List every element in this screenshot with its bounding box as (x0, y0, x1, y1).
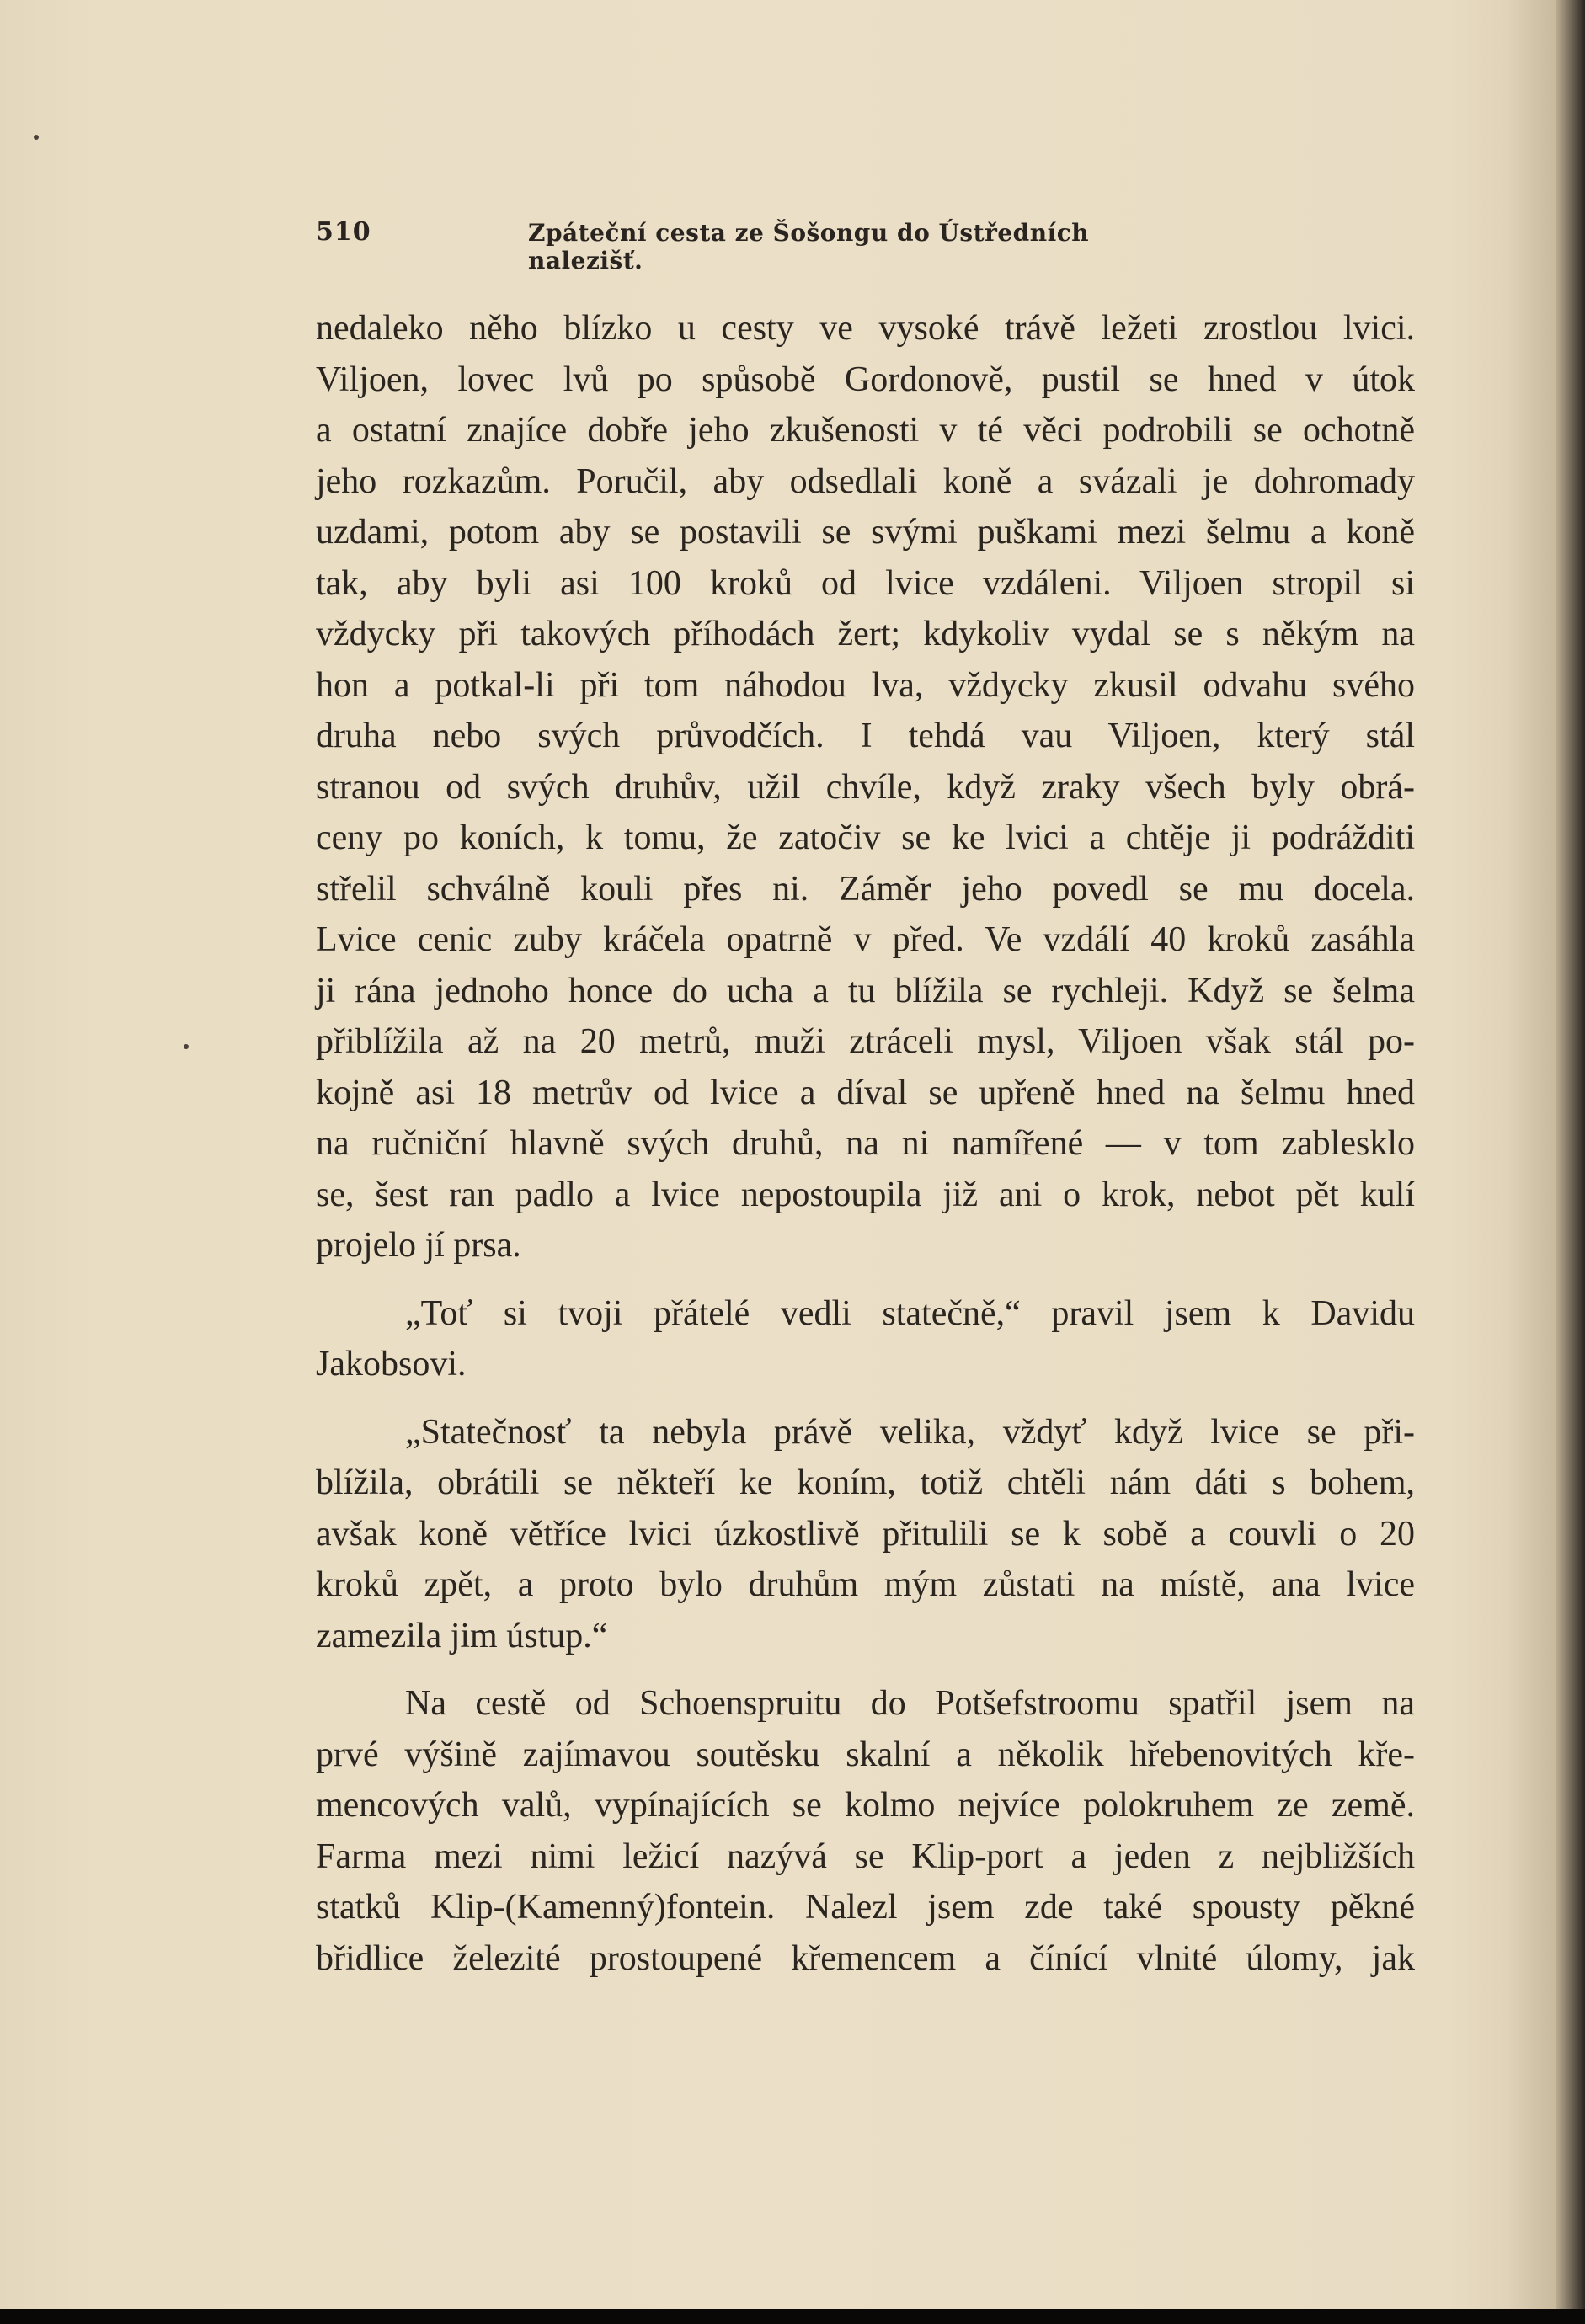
text-line: „Statečnosť ta nebyla právě velika, vždyť když lvice se při- (405, 1412, 1415, 1452)
text-line: přiblížila až na 20 metrů, muži ztráceli mysl, Viljoen však stál po- (316, 1022, 1415, 1061)
text-line: a ostatní znajíce dobře jeho zkušenosti v té věci podrobili se ochotně (316, 411, 1415, 450)
text-line: avšak koně větříce lvici úzkostlivě přitulili se k sobě a couvli o 20 (316, 1514, 1415, 1554)
text-line: Farma mezi nimi ležicí nazývá se Klip-port a jeden z nejbližších (316, 1836, 1415, 1876)
paragraph-3 (316, 1407, 1415, 1662)
text-line: stranou od svých druhův, užil chvíle, když zraky všech byly obrá- (316, 767, 1415, 807)
text-line: jeho rozkazům. Poručil, aby odsedlali koně a svázali je dohromady (316, 461, 1415, 501)
margin-speck (34, 135, 39, 140)
text-line: druha nebo svých průvodčích. I tehdá vau Viljoen, který stál (316, 717, 1415, 755)
text-line: uzdami, potom aby se postavili se svými puškami mezi šelmu a koně (316, 513, 1415, 552)
paragraph-4 (316, 1678, 1415, 1984)
text-line: hon a potkal-li při tom náhodou lva, vždycky zkusil odvahu svého (316, 665, 1415, 705)
text-line: břidlice železité prostoupené křemencem a čínící vlnité úlomy, jak (316, 1938, 1415, 1978)
text-line: blížila, obrátili se někteří ke koním, totiž chtěli nám dáti s bohem, (316, 1463, 1415, 1502)
text-line: Jakobsovi. (316, 1345, 467, 1383)
text-line: vždycky při takových příhodách žert; kdykoliv vydal se s někým na (316, 615, 1415, 653)
paragraph-1 (316, 303, 1415, 1271)
text-line: ji rána jednoho honce do ucha a tu blížila se rychleji. Když se šelma (316, 971, 1415, 1010)
text-line: prvé výšině zajímavou soutěsku skalní a několik hřebenovitých kře- (316, 1735, 1415, 1774)
text-line: Viljoen, lovec lvů po spůsobě Gordonově, pustil se hned v útok (316, 360, 1415, 399)
text-line: zamezila jim ústup.“ (316, 1616, 608, 1655)
text-line: Na cestě od Schoenspruitu do Potšefstroomu spatřil jsem na (405, 1684, 1415, 1723)
text-line: ceny po koních, k tomu, že zatočiv se ke lvici a chtěje ji podrážditi (316, 818, 1415, 857)
text-line: střelil schválně kouli přes ni. Záměr jeho povedl se mu docela. (316, 869, 1415, 909)
text-line: nedaleko něho blízko u cesty ve vysoké trávě ležeti zrostlou lvici. (316, 309, 1415, 348)
running-head-title: Zpáteční cesta ze Šošongu do Ústředních nalezišť. (528, 219, 1090, 275)
paragraph-2 (316, 1288, 1415, 1390)
text-line: Lvice cenic zuby kráčela opatrně v před. Ve vzdálí 40 kroků zasáhla (316, 920, 1415, 959)
text-line: statků Klip-(Kamenný)fontein. Nalezl jsem zde také spousty pěkné (316, 1888, 1415, 1927)
text-line: se, šest ran padlo a lvice nepostoupila již ani o krok, nebot pět kulí (316, 1175, 1415, 1214)
text-line: mencových valů, vypínajících se kolmo nejvíce polokruhem ze země. (316, 1786, 1415, 1825)
body-text (316, 303, 1415, 1984)
page-edge (1556, 0, 1585, 2309)
text-line: „Toť si tvoji přátelé vedli statečně,“ pravil jsem k Davidu (405, 1293, 1415, 1333)
text-line: projelo jí prsa. (316, 1226, 521, 1265)
text-line: na ručniční hlavně svých druhů, na ni namířené — v tom zablesklo (316, 1124, 1415, 1163)
running-head (316, 217, 1209, 275)
text-line: kojně asi 18 metrův od lvice a díval se upřeně hned na šelmu hned (316, 1073, 1415, 1112)
text-line: tak, aby byli asi 100 kroků od lvice vzdáleni. Viljoen stropil si (316, 563, 1415, 603)
page-shadow (1508, 0, 1556, 2309)
page-number: 510 (316, 217, 371, 247)
bottom-edge (0, 2309, 1585, 2324)
text-line: kroků zpět, a proto bylo druhům mým zůstati na místě, ana lvice (316, 1565, 1415, 1604)
margin-speck (184, 1044, 189, 1049)
